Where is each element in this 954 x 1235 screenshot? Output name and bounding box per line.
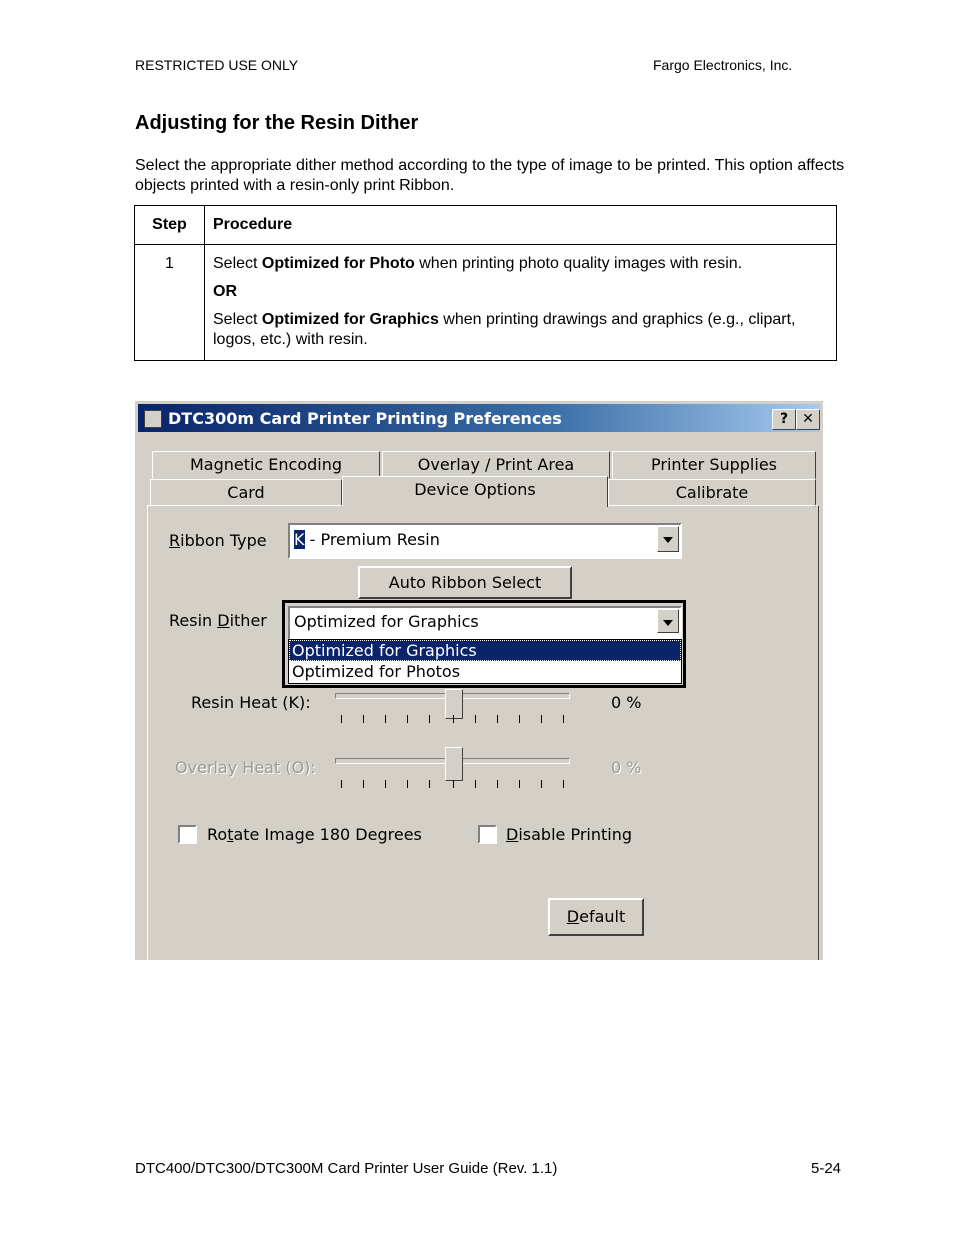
overlay-heat-value: 0 %: [611, 758, 642, 777]
resin-heat-label: Resin Heat (K):: [191, 693, 311, 712]
running-header-left: RESTRICTED USE ONLY: [135, 57, 299, 73]
step-column-header: Step: [135, 206, 205, 245]
page-number: 5-24: [811, 1160, 842, 1177]
close-button[interactable]: ✕: [796, 409, 820, 430]
chevron-down-icon[interactable]: [657, 526, 679, 552]
auto-ribbon-select-button[interactable]: Auto Ribbon Select: [358, 566, 572, 599]
resin-dither-select[interactable]: Optimized for Graphics: [288, 606, 682, 640]
tab-device-options[interactable]: Device Options: [342, 476, 608, 507]
resin-heat-ticks: [341, 715, 566, 723]
procedure-table: [134, 205, 837, 361]
tab-calibrate[interactable]: Calibrate: [608, 479, 816, 507]
or-label: OR: [213, 283, 237, 300]
intro-paragraph: Select the appropriate dither method according to the type of image to be printed. This option affects objects printed with a resin-only print Ribbon.: [135, 157, 845, 194]
help-button[interactable]: ?: [772, 409, 796, 430]
default-button[interactable]: Default: [548, 898, 644, 936]
section-title: Adjusting for the Resin Dither: [135, 112, 419, 134]
dialog-titlebar: [138, 404, 820, 432]
running-header-right: Fargo Electronics, Inc.: [653, 57, 793, 73]
rotate-image-label[interactable]: Rotate Image 180 Degrees: [207, 825, 422, 844]
ribbon-type-label: Ribbon Type: [169, 531, 267, 550]
resin-dither-dropdown[interactable]: [288, 639, 682, 684]
tab-card[interactable]: Card: [150, 479, 342, 507]
option-name-graphics: Optimized for Graphics: [261, 311, 439, 328]
tab-magnetic-encoding[interactable]: Magnetic Encoding: [152, 451, 380, 479]
dialog-title: DTC300m Card Printer Printing Preferences: [168, 409, 562, 428]
table-row: [135, 245, 837, 361]
option-optimized-for-photos[interactable]: Optimized for Photos: [292, 662, 461, 681]
tab-overlay-print-area[interactable]: Overlay / Print Area: [382, 451, 610, 479]
footer-guide-title: DTC400/DTC300/DTC300M Card Printer User Guide (Rev. 1.1): [135, 1160, 558, 1177]
overlay-heat-ticks: [341, 780, 566, 788]
printing-preferences-dialog: [135, 401, 823, 960]
disable-printing-checkbox[interactable]: [478, 825, 497, 844]
chevron-down-icon[interactable]: [657, 609, 679, 633]
procedure-column-header: Procedure: [205, 206, 837, 245]
step-number: 1: [135, 245, 205, 361]
printer-icon: [144, 410, 162, 428]
tab-printer-supplies[interactable]: Printer Supplies: [612, 451, 816, 479]
rotate-image-checkbox[interactable]: [178, 825, 197, 844]
procedure-text: Select Optimized for Photo when printing photo quality images with resin. OR Select Optimized for Graphics when printing drawings and graphics (e.g., clipart, logos, etc.) with resin.: [205, 245, 837, 361]
disable-printing-label[interactable]: Disable Printing: [506, 825, 632, 844]
ribbon-type-select[interactable]: K - Premium Resin: [288, 523, 682, 559]
option-name-photo: Optimized for Photo: [261, 255, 415, 272]
resin-heat-value: 0 %: [611, 693, 642, 712]
option-optimized-for-graphics[interactable]: Optimized for Graphics: [289, 640, 681, 661]
overlay-heat-slider[interactable]: [445, 747, 463, 781]
overlay-heat-label: Overlay Heat (O):: [175, 758, 316, 777]
resin-dither-label: Resin Dither: [169, 611, 267, 630]
